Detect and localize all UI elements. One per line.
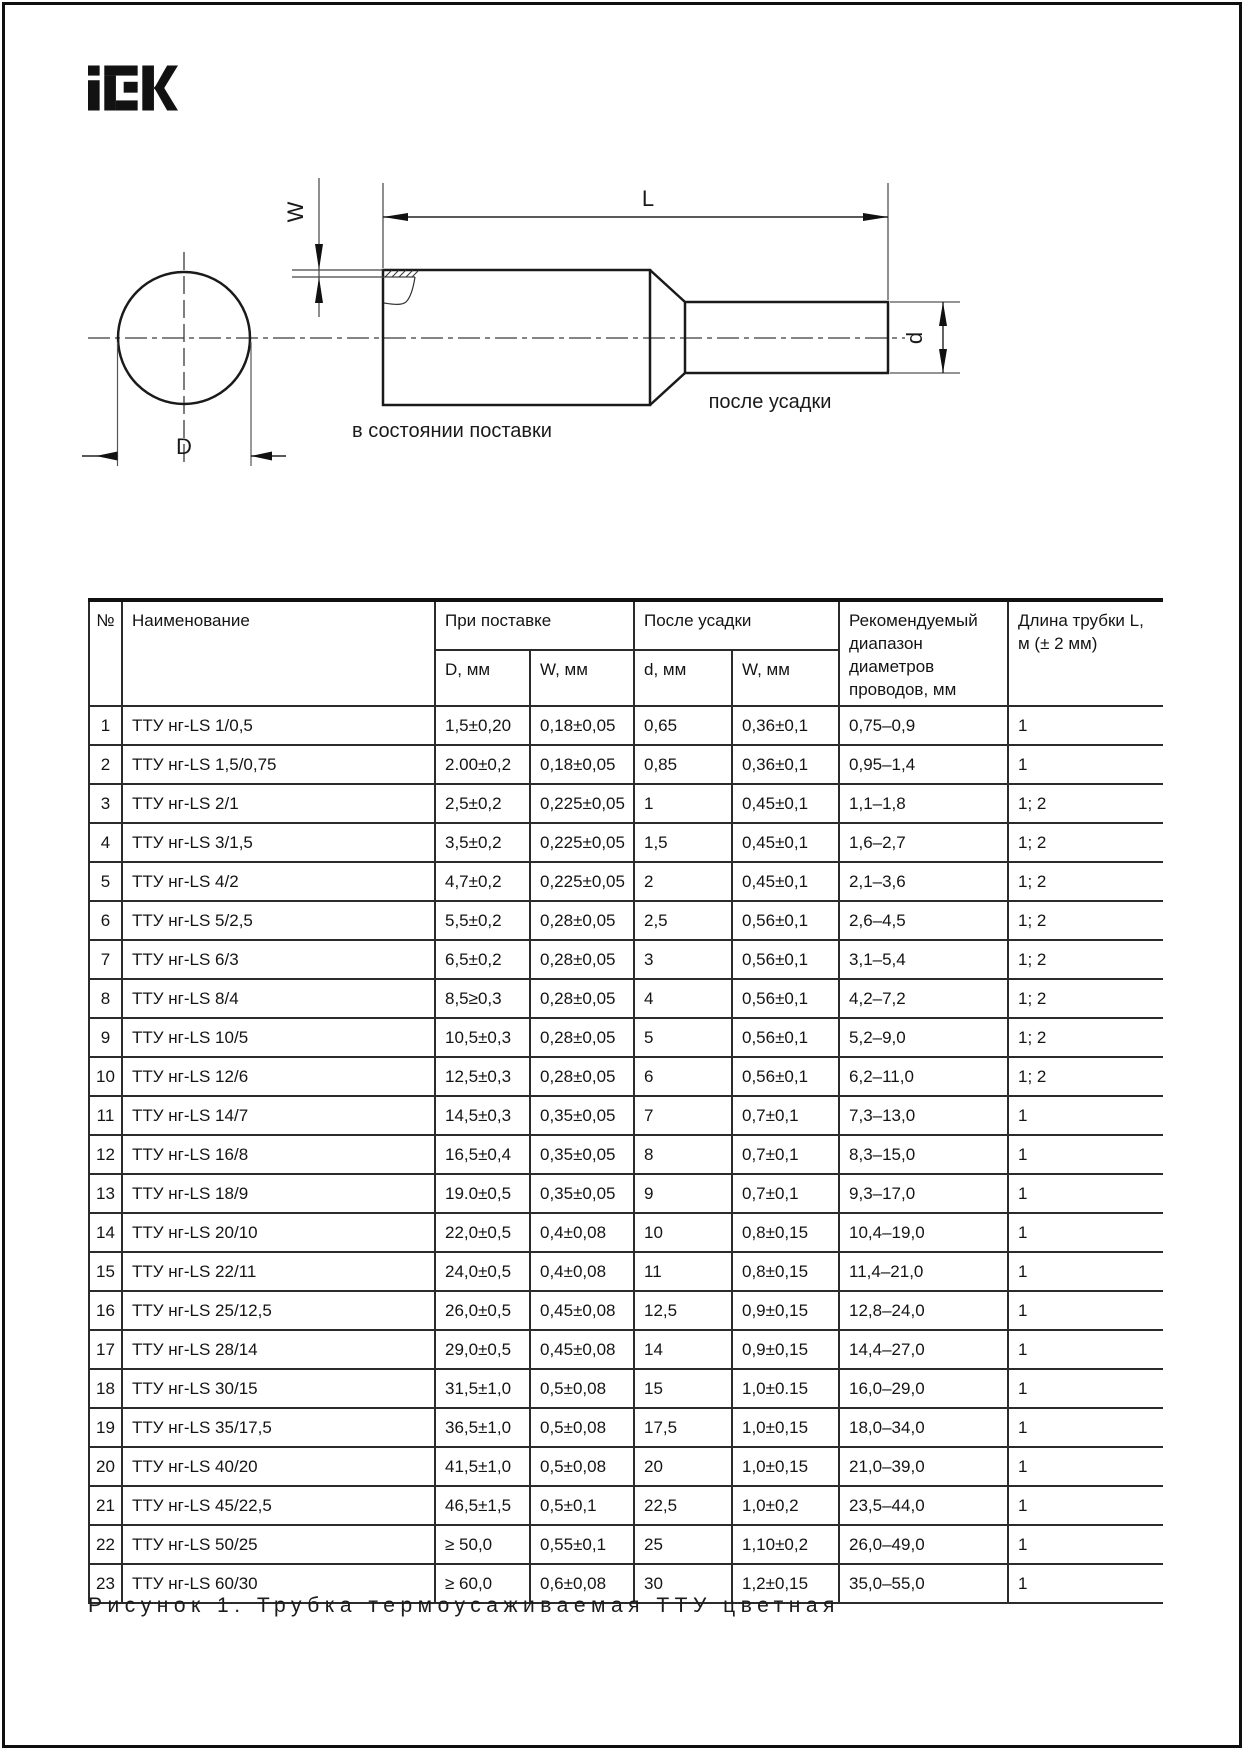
- cell-range: 16,0–29,0: [839, 1369, 1008, 1408]
- cell-D_mm: 2.00±0,2: [435, 745, 530, 784]
- cell-W2_mm: 0,7±0,1: [732, 1096, 839, 1135]
- table-row: [89, 862, 1163, 901]
- dim-label-d: d: [902, 331, 927, 345]
- cell-d_mm: 10: [634, 1213, 732, 1252]
- cell-W2_mm: 0,45±0,1: [732, 823, 839, 862]
- cell-length: 1; 2: [1008, 862, 1163, 901]
- cell-W_mm: 0,18±0,05: [530, 706, 634, 745]
- cell-d_mm: 2,5: [634, 901, 732, 940]
- cell-D_mm: 4,7±0,2: [435, 862, 530, 901]
- cell-length: 1: [1008, 1447, 1163, 1486]
- cell-num: 8: [89, 979, 122, 1018]
- cell-length: 1; 2: [1008, 901, 1163, 940]
- cell-W_mm: 0,5±0,1: [530, 1486, 634, 1525]
- table-row: [89, 1174, 1163, 1213]
- table-row: [89, 823, 1163, 862]
- cell-d_mm: 1,5: [634, 823, 732, 862]
- cell-W2_mm: 0,7±0,1: [732, 1135, 839, 1174]
- cell-num: 19: [89, 1408, 122, 1447]
- cell-d_mm: 22,5: [634, 1486, 732, 1525]
- cell-range: 4,2–7,2: [839, 979, 1008, 1018]
- cell-d_mm: 25: [634, 1525, 732, 1564]
- cell-num: 10: [89, 1057, 122, 1096]
- col-header-number: №: [89, 600, 122, 706]
- cell-range: 2,1–3,6: [839, 862, 1008, 901]
- cell-W_mm: 0,28±0,05: [530, 940, 634, 979]
- table-row: [89, 1057, 1163, 1096]
- cell-W2_mm: 1,2±0,15: [732, 1564, 839, 1603]
- cell-name: ТТУ нг-LS 30/15: [122, 1369, 435, 1408]
- cell-d_mm: 0,65: [634, 706, 732, 745]
- cell-D_mm: 36,5±1,0: [435, 1408, 530, 1447]
- cell-D_mm: 14,5±0,3: [435, 1096, 530, 1135]
- cell-length: 1: [1008, 1174, 1163, 1213]
- cell-W_mm: 0,4±0,08: [530, 1252, 634, 1291]
- cell-W_mm: 0,55±0,1: [530, 1525, 634, 1564]
- cell-d_mm: 4: [634, 979, 732, 1018]
- cell-name: ТТУ нг-LS 16/8: [122, 1135, 435, 1174]
- cell-D_mm: 29,0±0,5: [435, 1330, 530, 1369]
- cell-num: 17: [89, 1330, 122, 1369]
- cell-d_mm: 17,5: [634, 1408, 732, 1447]
- cell-W2_mm: 1,10±0,2: [732, 1525, 839, 1564]
- col-header-d-mm: d, мм: [634, 650, 732, 706]
- table-row: [89, 901, 1163, 940]
- cell-W2_mm: 0,45±0,1: [732, 784, 839, 823]
- table-row: [89, 1018, 1163, 1057]
- cell-length: 1; 2: [1008, 940, 1163, 979]
- cell-name: ТТУ нг-LS 14/7: [122, 1096, 435, 1135]
- cell-name: ТТУ нг-LS 4/2: [122, 862, 435, 901]
- col-group-after-shrink: После усадки: [634, 600, 839, 650]
- cell-length: 1; 2: [1008, 979, 1163, 1018]
- cell-d_mm: 9: [634, 1174, 732, 1213]
- cell-d_mm: 0,85: [634, 745, 732, 784]
- cell-D_mm: ≥ 50,0: [435, 1525, 530, 1564]
- cell-name: ТТУ нг-LS 1/0,5: [122, 706, 435, 745]
- cell-length: 1: [1008, 1252, 1163, 1291]
- cell-D_mm: 22,0±0,5: [435, 1213, 530, 1252]
- cell-d_mm: 6: [634, 1057, 732, 1096]
- cell-num: 23: [89, 1564, 122, 1603]
- cell-length: 1: [1008, 1213, 1163, 1252]
- cell-num: 21: [89, 1486, 122, 1525]
- cell-range: 11,4–21,0: [839, 1252, 1008, 1291]
- table-row: [89, 1369, 1163, 1408]
- cell-W_mm: 0,225±0,05: [530, 823, 634, 862]
- cell-length: 1: [1008, 1564, 1163, 1603]
- col-group-at-delivery: При поставке: [435, 600, 634, 650]
- cell-D_mm: 2,5±0,2: [435, 784, 530, 823]
- cell-W_mm: 0,28±0,05: [530, 979, 634, 1018]
- cell-W_mm: 0,4±0,08: [530, 1213, 634, 1252]
- cell-d_mm: 14: [634, 1330, 732, 1369]
- cell-D_mm: 31,5±1,0: [435, 1369, 530, 1408]
- cell-range: 18,0–34,0: [839, 1408, 1008, 1447]
- dim-label-W: W: [283, 201, 308, 223]
- cell-name: ТТУ нг-LS 20/10: [122, 1213, 435, 1252]
- table-row: [89, 940, 1163, 979]
- cell-D_mm: 8,5≥0,3: [435, 979, 530, 1018]
- cell-W_mm: 0,28±0,05: [530, 1057, 634, 1096]
- cell-name: ТТУ нг-LS 10/5: [122, 1018, 435, 1057]
- cell-W2_mm: 1,0±0,15: [732, 1447, 839, 1486]
- cell-range: 3,1–5,4: [839, 940, 1008, 979]
- cell-name: ТТУ нг-LS 50/25: [122, 1525, 435, 1564]
- cell-num: 3: [89, 784, 122, 823]
- table-row: [89, 706, 1163, 745]
- cell-d_mm: 2: [634, 862, 732, 901]
- cell-W2_mm: 0,56±0,1: [732, 940, 839, 979]
- cell-D_mm: 24,0±0,5: [435, 1252, 530, 1291]
- cell-name: ТТУ нг-LS 40/20: [122, 1447, 435, 1486]
- cell-W2_mm: 0,36±0,1: [732, 706, 839, 745]
- cell-W2_mm: 0,45±0,1: [732, 862, 839, 901]
- cell-length: 1; 2: [1008, 784, 1163, 823]
- cell-d_mm: 11: [634, 1252, 732, 1291]
- cell-num: 22: [89, 1525, 122, 1564]
- cell-range: 1,1–1,8: [839, 784, 1008, 823]
- table-row: [89, 1330, 1163, 1369]
- cell-length: 1: [1008, 745, 1163, 784]
- cell-num: 15: [89, 1252, 122, 1291]
- cell-name: ТТУ нг-LS 5/2,5: [122, 901, 435, 940]
- cell-range: 14,4–27,0: [839, 1330, 1008, 1369]
- cell-W2_mm: 0,7±0,1: [732, 1174, 839, 1213]
- cell-range: 23,5–44,0: [839, 1486, 1008, 1525]
- iek-logo: [88, 59, 178, 117]
- cell-W_mm: 0,45±0,08: [530, 1291, 634, 1330]
- cell-name: ТТУ нг-LS 3/1,5: [122, 823, 435, 862]
- col-header-W2-mm: W, мм: [732, 650, 839, 706]
- cell-length: 1: [1008, 1408, 1163, 1447]
- cell-W2_mm: 0,56±0,1: [732, 979, 839, 1018]
- cell-D_mm: 16,5±0,4: [435, 1135, 530, 1174]
- cell-d_mm: 8: [634, 1135, 732, 1174]
- table-row: [89, 979, 1163, 1018]
- col-header-wire-range: Рекомендуемый диапазон диаметров проводов, мм: [839, 600, 1008, 706]
- cell-W2_mm: 1,0±0,2: [732, 1486, 839, 1525]
- cell-D_mm: 1,5±0,20: [435, 706, 530, 745]
- cell-num: 18: [89, 1369, 122, 1408]
- cell-W2_mm: 1,0±0,15: [732, 1408, 839, 1447]
- cell-W_mm: 0,5±0,08: [530, 1447, 634, 1486]
- cell-num: 1: [89, 706, 122, 745]
- cell-length: 1; 2: [1008, 823, 1163, 862]
- cell-d_mm: 15: [634, 1369, 732, 1408]
- cell-num: 11: [89, 1096, 122, 1135]
- cell-d_mm: 20: [634, 1447, 732, 1486]
- cell-D_mm: 46,5±1,5: [435, 1486, 530, 1525]
- cell-W_mm: 0,35±0,05: [530, 1096, 634, 1135]
- cell-range: 26,0–49,0: [839, 1525, 1008, 1564]
- cell-num: 5: [89, 862, 122, 901]
- cell-range: 8,3–15,0: [839, 1135, 1008, 1174]
- cell-D_mm: ≥ 60,0: [435, 1564, 530, 1603]
- cell-name: ТТУ нг-LS 25/12,5: [122, 1291, 435, 1330]
- cell-W2_mm: 0,56±0,1: [732, 1057, 839, 1096]
- cell-D_mm: 26,0±0,5: [435, 1291, 530, 1330]
- cell-W_mm: 0,28±0,05: [530, 901, 634, 940]
- table-row: [89, 1291, 1163, 1330]
- col-header-name: Наименование: [122, 600, 435, 706]
- cell-W_mm: 0,225±0,05: [530, 784, 634, 823]
- cell-num: 12: [89, 1135, 122, 1174]
- cell-W2_mm: 0,56±0,1: [732, 901, 839, 940]
- cell-W2_mm: 0,56±0,1: [732, 1018, 839, 1057]
- cell-D_mm: 41,5±1,0: [435, 1447, 530, 1486]
- cell-range: 2,6–4,5: [839, 901, 1008, 940]
- cell-W_mm: 0,5±0,08: [530, 1408, 634, 1447]
- cell-name: ТТУ нг-LS 1,5/0,75: [122, 745, 435, 784]
- cell-d_mm: 7: [634, 1096, 732, 1135]
- table-row: [89, 1486, 1163, 1525]
- caption-after-shrink: после усадки: [708, 391, 832, 413]
- cell-name: ТТУ нг-LS 8/4: [122, 979, 435, 1018]
- cell-name: ТТУ нг-LS 2/1: [122, 784, 435, 823]
- cell-D_mm: 12,5±0,3: [435, 1057, 530, 1096]
- cell-W_mm: 0,225±0,05: [530, 862, 634, 901]
- table-row: [89, 1213, 1163, 1252]
- cell-num: 20: [89, 1447, 122, 1486]
- cell-D_mm: 6,5±0,2: [435, 940, 530, 979]
- cell-range: 9,3–17,0: [839, 1174, 1008, 1213]
- cell-D_mm: 10,5±0,3: [435, 1018, 530, 1057]
- col-header-D-mm: D, мм: [435, 650, 530, 706]
- cell-name: ТТУ нг-LS 28/14: [122, 1330, 435, 1369]
- cell-name: ТТУ нг-LS 22/11: [122, 1252, 435, 1291]
- cell-length: 1; 2: [1008, 1018, 1163, 1057]
- cell-range: 5,2–9,0: [839, 1018, 1008, 1057]
- cell-name: ТТУ нг-LS 18/9: [122, 1174, 435, 1213]
- cell-length: 1: [1008, 706, 1163, 745]
- cell-W_mm: 0,5±0,08: [530, 1369, 634, 1408]
- cell-W2_mm: 0,8±0,15: [732, 1252, 839, 1291]
- table-row: [89, 1408, 1163, 1447]
- cell-num: 6: [89, 901, 122, 940]
- cell-length: 1; 2: [1008, 1057, 1163, 1096]
- caption-supplied-state: в состоянии поставки: [352, 420, 552, 442]
- cell-name: ТТУ нг-LS 6/3: [122, 940, 435, 979]
- figure-caption: Рисунок 1. Трубка термоусаживаемая ТТУ цветная: [88, 1594, 840, 1617]
- cell-range: 0,95–1,4: [839, 745, 1008, 784]
- cell-W_mm: 0,18±0,05: [530, 745, 634, 784]
- cell-num: 14: [89, 1213, 122, 1252]
- cell-length: 1: [1008, 1330, 1163, 1369]
- cell-range: 12,8–24,0: [839, 1291, 1008, 1330]
- table-row: [89, 1525, 1163, 1564]
- cell-W2_mm: 1,0±0.15: [732, 1369, 839, 1408]
- cell-range: 10,4–19,0: [839, 1213, 1008, 1252]
- cell-W_mm: 0,28±0,05: [530, 1018, 634, 1057]
- cell-num: 9: [89, 1018, 122, 1057]
- cell-W2_mm: 0,9±0,15: [732, 1291, 839, 1330]
- cell-num: 4: [89, 823, 122, 862]
- cell-num: 2: [89, 745, 122, 784]
- cell-d_mm: 12,5: [634, 1291, 732, 1330]
- table-row: [89, 784, 1163, 823]
- table-row: [89, 1447, 1163, 1486]
- table-row: [89, 745, 1163, 784]
- table-row: [89, 1135, 1163, 1174]
- cell-W_mm: 0,6±0,08: [530, 1564, 634, 1603]
- wall-cutaway-curve: [384, 277, 415, 304]
- cell-length: 1: [1008, 1291, 1163, 1330]
- cell-W_mm: 0,45±0,08: [530, 1330, 634, 1369]
- cell-D_mm: 19.0±0,5: [435, 1174, 530, 1213]
- cell-num: 7: [89, 940, 122, 979]
- cell-num: 13: [89, 1174, 122, 1213]
- cell-name: ТТУ нг-LS 60/30: [122, 1564, 435, 1603]
- cell-D_mm: 5,5±0,2: [435, 901, 530, 940]
- table-row: [89, 1096, 1163, 1135]
- cell-W2_mm: 0,8±0,15: [732, 1213, 839, 1252]
- cell-W2_mm: 0,36±0,1: [732, 745, 839, 784]
- cell-range: 35,0–55,0: [839, 1564, 1008, 1603]
- spec-table: [88, 598, 1163, 1604]
- cell-num: 16: [89, 1291, 122, 1330]
- cell-W_mm: 0,35±0,05: [530, 1174, 634, 1213]
- cell-range: 6,2–11,0: [839, 1057, 1008, 1096]
- cell-d_mm: 3: [634, 940, 732, 979]
- cell-name: ТТУ нг-LS 12/6: [122, 1057, 435, 1096]
- cell-W_mm: 0,35±0,05: [530, 1135, 634, 1174]
- cell-d_mm: 30: [634, 1564, 732, 1603]
- cell-name: ТТУ нг-LS 45/22,5: [122, 1486, 435, 1525]
- cell-W2_mm: 0,9±0,15: [732, 1330, 839, 1369]
- cell-range: 1,6–2,7: [839, 823, 1008, 862]
- cell-d_mm: 5: [634, 1018, 732, 1057]
- col-header-tube-length: Длина трубки L, м (± 2 мм): [1008, 600, 1163, 706]
- spec-table-body: [89, 706, 1163, 1603]
- cell-range: 0,75–0,9: [839, 706, 1008, 745]
- dim-label-L: L: [641, 186, 655, 211]
- cell-range: 7,3–13,0: [839, 1096, 1008, 1135]
- cell-length: 1: [1008, 1486, 1163, 1525]
- dim-label-D: D: [176, 434, 192, 459]
- cell-range: 21,0–39,0: [839, 1447, 1008, 1486]
- cell-D_mm: 3,5±0,2: [435, 823, 530, 862]
- cell-length: 1: [1008, 1369, 1163, 1408]
- cell-length: 1: [1008, 1096, 1163, 1135]
- cell-name: ТТУ нг-LS 35/17,5: [122, 1408, 435, 1447]
- cell-d_mm: 1: [634, 784, 732, 823]
- cell-length: 1: [1008, 1525, 1163, 1564]
- cell-length: 1: [1008, 1135, 1163, 1174]
- table-row: [89, 1252, 1163, 1291]
- tube-drawing: [0, 120, 1000, 480]
- col-header-W-mm: W, мм: [530, 650, 634, 706]
